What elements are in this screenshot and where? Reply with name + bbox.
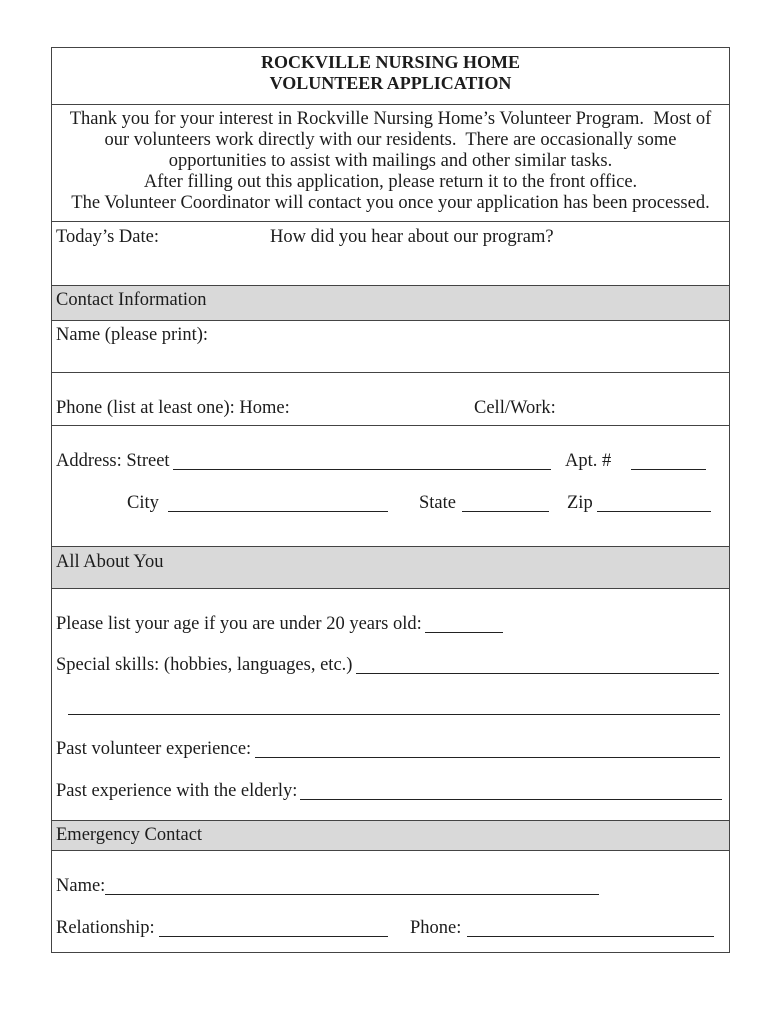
elderly-experience-field [56,781,722,801]
city-field [127,493,388,513]
intro-line: opportunities to assist with mailings and other similar tasks. [168,151,613,171]
emergency-name-blank[interactable] [105,894,599,895]
divider [51,546,730,547]
form-title [51,52,730,94]
age-blank[interactable] [425,632,503,633]
age-field [56,614,503,634]
skills-label: Special skills: (hobbies, languages, etc.) [56,655,353,675]
intro-paragraph [51,109,730,214]
emergency-phone-label: Phone: [410,918,462,938]
emergency-name-field [56,876,599,896]
relationship-label: Relationship: [56,918,155,938]
divider [51,285,730,286]
name-print-label: Name (please print): [56,325,209,345]
title-line-organization: ROCKVILLE NURSING HOME [260,52,521,72]
street-label: Address: Street [56,451,170,471]
divider [51,425,730,426]
zip-blank[interactable] [597,511,711,512]
relationship-blank[interactable] [159,936,388,937]
intro-line: our volunteers work directly with our residents. There are occasionally some [104,130,677,150]
divider [51,588,730,589]
divider [51,104,730,105]
phone-home-label: Phone (list at least one): Home: [56,398,290,418]
apt-field [565,451,706,471]
zip-label: Zip [567,493,593,513]
divider [51,850,730,851]
section-heading-emergency: Emergency Contact [56,825,203,845]
elderly-experience-label: Past experience with the elderly: [56,781,298,801]
title-line-form-name: VOLUNTEER APPLICATION [269,73,512,93]
state-label: State [419,493,456,513]
volunteer-experience-blank[interactable] [255,757,720,758]
age-label: Please list your age if you are under 20 years old: [56,614,422,634]
divider [51,221,730,222]
volunteer-experience-field [56,739,720,759]
state-blank[interactable] [462,511,549,512]
section-heading-about: All About You [56,552,164,572]
divider [51,320,730,321]
zip-field [567,493,711,513]
emergency-name-label: Name: [56,876,106,896]
apt-label: Apt. # [565,451,612,471]
divider [51,372,730,373]
intro-line: The Volunteer Coordinator will contact you once your application has been processed. [71,193,710,213]
elderly-experience-blank[interactable] [300,799,722,800]
street-blank[interactable] [173,469,551,470]
cell-work-label: Cell/Work: [474,398,556,418]
street-field [56,451,551,471]
referral-source-label: How did you hear about our program? [270,227,554,247]
city-label: City [127,493,159,513]
divider [51,820,730,821]
state-field [419,493,549,513]
skills-field [56,655,719,675]
todays-date-label: Today’s Date: [56,227,159,247]
skills-blank-continued[interactable] [68,714,720,715]
section-heading-contact: Contact Information [56,290,207,310]
volunteer-experience-label: Past volunteer experience: [56,739,252,759]
city-blank[interactable] [168,511,388,512]
emergency-phone-blank[interactable] [467,936,714,937]
relationship-field [56,918,388,938]
intro-line: After filling out this application, please return it to the front office. [143,172,638,192]
emergency-phone-field [410,918,714,938]
skills-blank[interactable] [356,673,719,674]
apt-blank[interactable] [631,469,706,470]
intro-line: Thank you for your interest in Rockville Nursing Home’s Volunteer Program. Most of [69,109,712,129]
